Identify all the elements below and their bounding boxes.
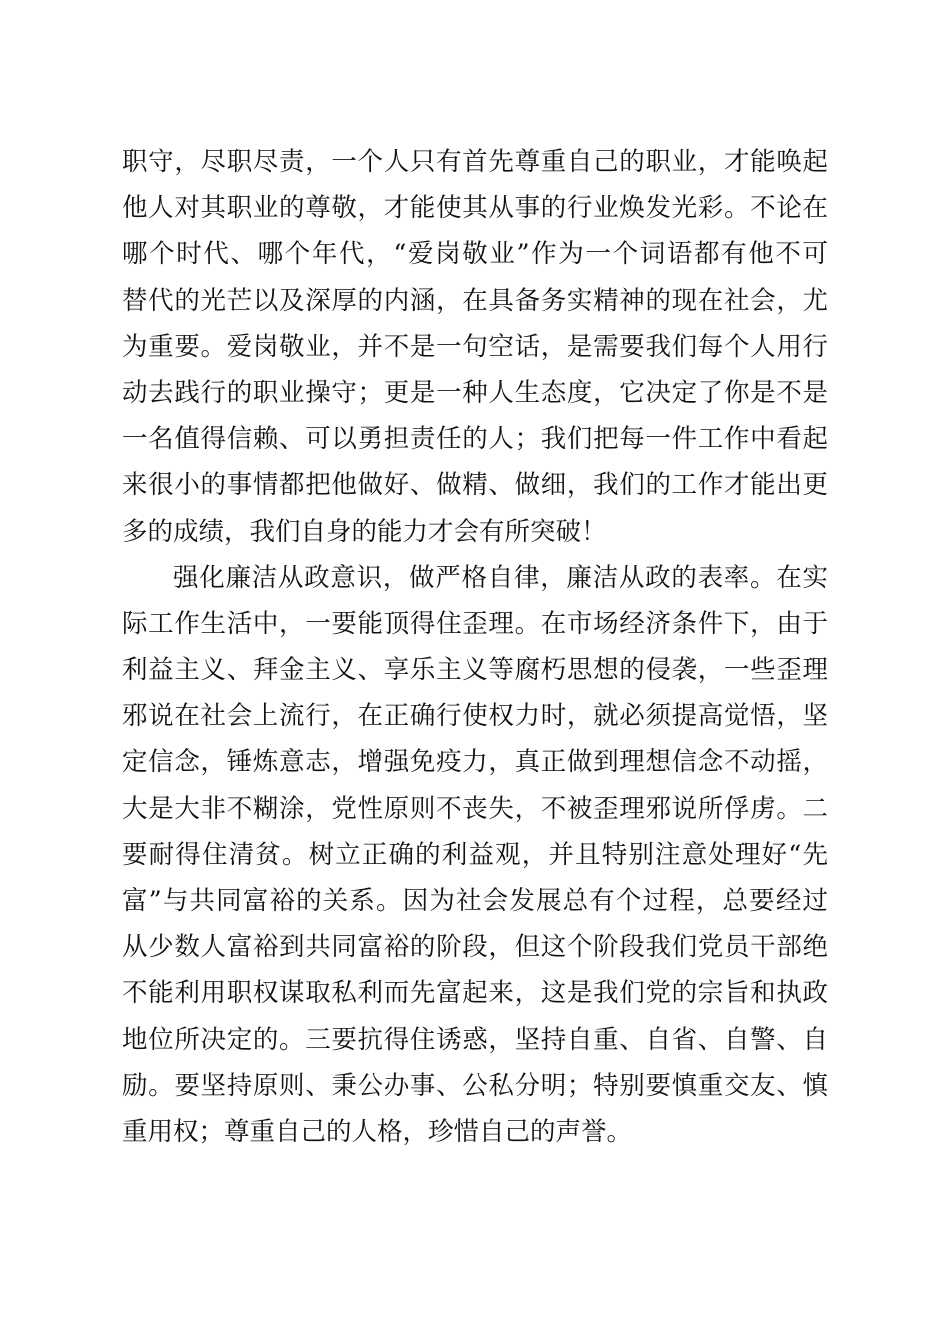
text-line: 一名值得信赖、可以勇担责任的人；我们把每一件工作中看起 <box>122 424 828 455</box>
paragraph-2 <box>122 555 828 1155</box>
text-line: 从少数人富裕到共同富裕的阶段，但这个阶段我们党员干部绝 <box>122 932 828 963</box>
text-line: 地位所决定的。三要抗得住诱惑，坚持自重、自省、自警、自 <box>122 1024 828 1055</box>
text-line: 不能利用职权谋取私利而先富起来，这是我们党的宗旨和执政 <box>122 978 828 1009</box>
text-line: 要耐得住清贫。树立正确的利益观，并且特别注意处理好“先 <box>122 839 828 870</box>
text-line: 多的成绩，我们自身的能力才会有所突破！ <box>122 516 607 547</box>
text-line: 大是大非不糊涂，党性原则不丧失，不被歪理邪说所俘虏。二 <box>122 793 828 824</box>
text-line: 重用权；尊重自己的人格，珍惜自己的声誉。 <box>122 1116 633 1147</box>
text-line: 邪说在社会上流行，在正确行使权力时，就必须提高觉悟，坚 <box>122 701 828 732</box>
text-line: 哪个时代、哪个年代，“爱岗敬业”作为一个词语都有他不可 <box>122 239 828 270</box>
text-line: 强化廉洁从政意识，做严格自律，廉洁从政的表率。在实 <box>173 562 828 593</box>
text-line: 励。要坚持原则、秉公办事、公私分明；特别要慎重交友、慎 <box>122 1070 828 1101</box>
text-line: 来很小的事情都把他做好、做精、做细，我们的工作才能出更 <box>122 470 828 501</box>
text-line: 替代的光芒以及深厚的内涵，在具备务实精神的现在社会，尤 <box>122 285 828 316</box>
text-line: 际工作生活中，一要能顶得住歪理。在市场经济条件下，由于 <box>122 608 828 639</box>
text-line: 定信念，锤炼意志，增强免疫力，真正做到理想信念不动摇， <box>122 747 828 778</box>
text-line: 动去践行的职业操守；更是一种人生态度，它决定了你是不是 <box>122 377 828 408</box>
text-line: 他人对其职业的尊敬，才能使其从事的行业焕发光彩。不论在 <box>122 193 828 224</box>
document-body <box>122 139 828 1155</box>
text-line: 职守，尽职尽责，一个人只有首先尊重自己的职业，才能唤起 <box>122 147 828 177</box>
text-line: 为重要。爱岗敬业，并不是一句空话，是需要我们每个人用行 <box>122 331 828 362</box>
text-line: 富”与共同富裕的关系。因为社会发展总有个过程，总要经过 <box>122 886 828 916</box>
paragraph-1 <box>122 139 828 555</box>
text-line: 利益主义、拜金主义、享乐主义等腐朽思想的侵袭，一些歪理 <box>122 655 828 686</box>
